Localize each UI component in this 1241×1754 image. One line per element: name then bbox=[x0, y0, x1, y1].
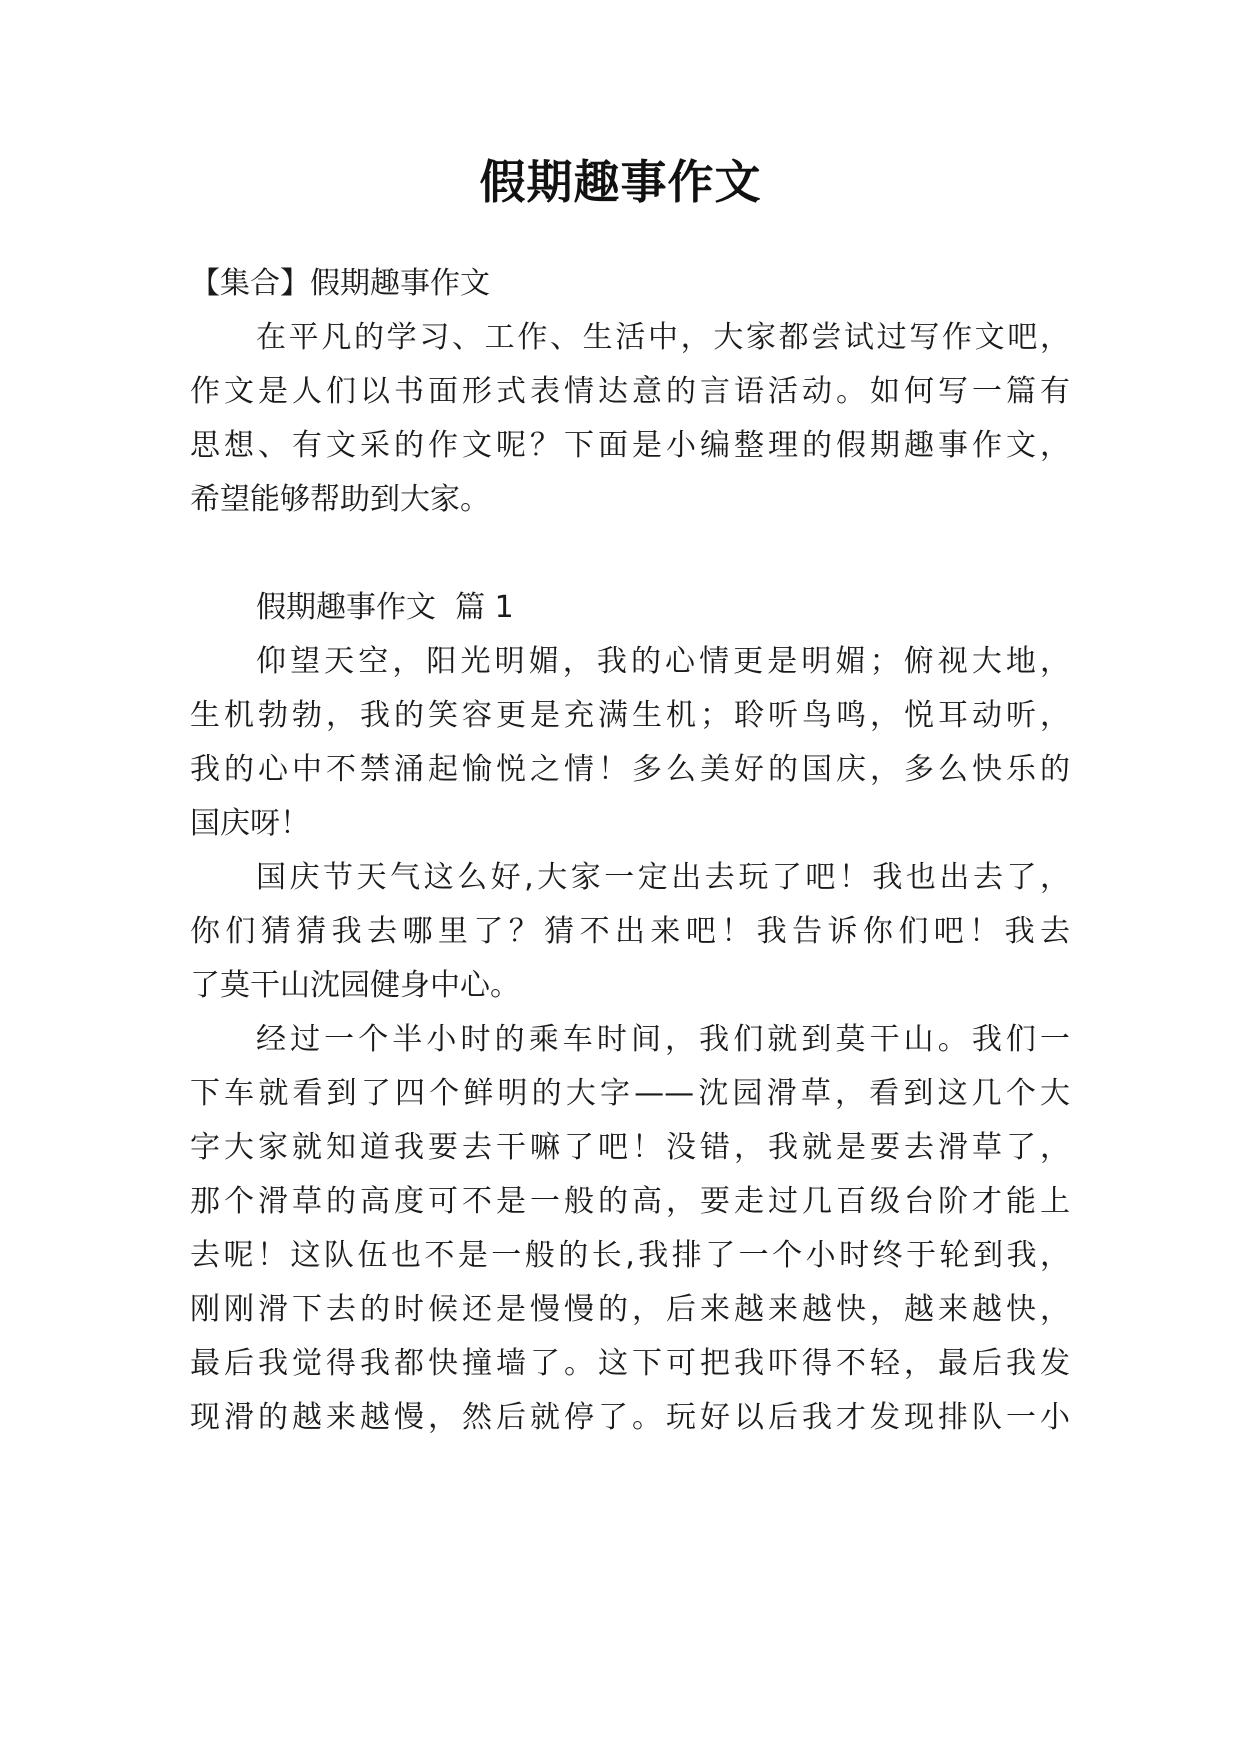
paragraph-line: 字大家就知道我要去干嘛了吧！没错，我就是要去滑草了， bbox=[190, 1130, 1070, 1165]
paragraph-line: 去呢！这队伍也不是一般的长,我排了一个小时终于轮到我， bbox=[190, 1238, 1070, 1273]
paragraph-line: 我的心中不禁涌起愉悦之情！多么美好的国庆，多么快乐的 bbox=[190, 752, 1070, 787]
paragraph-line: 国庆呀！ bbox=[190, 806, 310, 841]
paragraph-line: 了莫干山沈园健身中心。 bbox=[190, 968, 520, 1003]
intro-line: 思想、有文采的作文呢？下面是小编整理的假期趣事作文， bbox=[190, 428, 1070, 463]
section-heading: 假期趣事作文 篇 1 bbox=[256, 590, 514, 625]
intro-line: 在平凡的学习、工作、生活中，大家都尝试过写作文吧， bbox=[256, 320, 1070, 355]
paragraph-line: 最后我觉得我都快撞墙了。这下可把我吓得不轻，最后我发 bbox=[190, 1346, 1070, 1381]
paragraph-line: 刚刚滑下去的时候还是慢慢的，后来越来越快，越来越快， bbox=[190, 1292, 1070, 1327]
intro-line: 作文是人们以书面形式表情达意的言语活动。如何写一篇有 bbox=[190, 374, 1070, 409]
paragraph-line: 经过一个半小时的乘车时间，我们就到莫干山。我们一 bbox=[256, 1022, 1070, 1057]
paragraph-line: 下车就看到了四个鲜明的大字——沈园滑草，看到这几个大 bbox=[190, 1076, 1070, 1111]
paragraph-line: 你们猜猜我去哪里了？猜不出来吧！我告诉你们吧！我去 bbox=[190, 914, 1070, 949]
paragraph-line: 仰望天空，阳光明媚，我的心情更是明媚；俯视大地， bbox=[256, 644, 1070, 679]
document-body bbox=[190, 0, 1070, 1754]
paragraph-line: 生机勃勃，我的笑容更是充满生机；聆听鸟鸣，悦耳动听， bbox=[190, 698, 1070, 733]
document-title: 假期趣事作文 bbox=[479, 155, 762, 209]
paragraph-line: 现滑的越来越慢，然后就停了。玩好以后我才发现排队一小 bbox=[190, 1400, 1070, 1435]
collection-subtitle: 【集合】假期趣事作文 bbox=[190, 266, 490, 301]
paragraph-line: 国庆节天气这么好,大家一定出去玩了吧！我也出去了， bbox=[256, 860, 1070, 895]
paragraph-line: 那个滑草的高度可不是一般的高，要走过几百级台阶才能上 bbox=[190, 1184, 1070, 1219]
intro-line: 希望能够帮助到大家。 bbox=[190, 482, 490, 517]
